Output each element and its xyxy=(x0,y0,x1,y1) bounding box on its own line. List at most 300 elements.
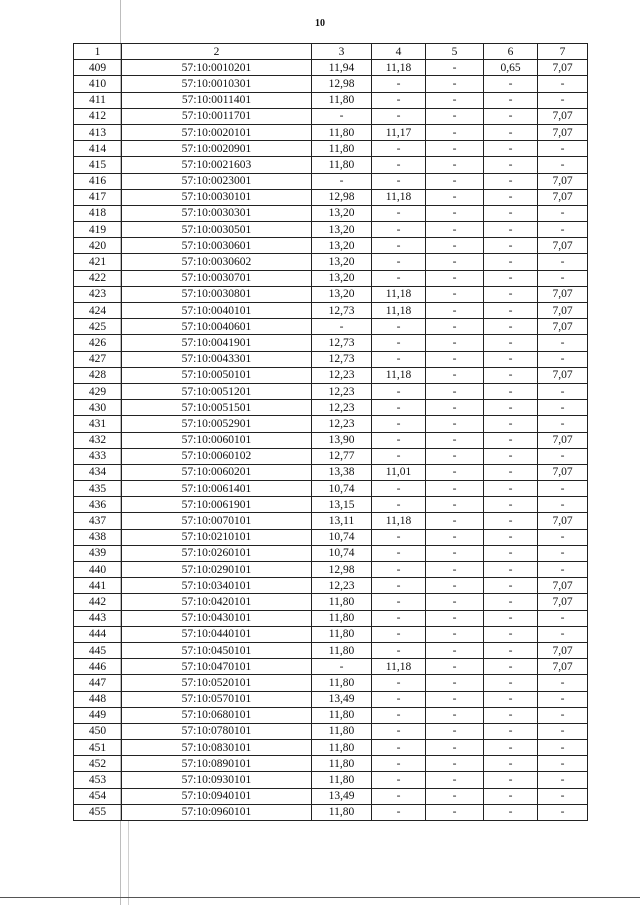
value-col6-cell: - xyxy=(484,303,538,319)
value-col5-cell: - xyxy=(426,691,484,707)
row-number-cell: 414 xyxy=(74,141,122,157)
value-col3-cell: 13,11 xyxy=(312,513,372,529)
cadastral-number-cell: 57:10:0260101 xyxy=(122,545,312,561)
table-row xyxy=(74,92,588,108)
table-row xyxy=(74,124,588,140)
cadastral-number-cell: 57:10:0430101 xyxy=(122,610,312,626)
page-bottom-line xyxy=(0,897,640,898)
table-row xyxy=(74,351,588,367)
value-col3-cell: 12,23 xyxy=(312,367,372,383)
value-col3-cell: 13,20 xyxy=(312,270,372,286)
value-col7-cell: - xyxy=(538,675,588,691)
row-number-cell: 448 xyxy=(74,691,122,707)
value-col7-cell: - xyxy=(538,205,588,221)
table-row xyxy=(74,76,588,92)
cadastral-number-cell: 57:10:0680101 xyxy=(122,707,312,723)
value-col3-cell: 11,80 xyxy=(312,594,372,610)
value-col4-cell: - xyxy=(372,610,426,626)
cadastral-number-cell: 57:10:0030602 xyxy=(122,254,312,270)
value-col4-cell: - xyxy=(372,675,426,691)
value-col6-cell: - xyxy=(484,124,538,140)
value-col6-cell: - xyxy=(484,432,538,448)
row-number-cell: 420 xyxy=(74,238,122,254)
value-col6-cell: - xyxy=(484,448,538,464)
table-row xyxy=(74,189,588,205)
value-col6-cell: - xyxy=(484,319,538,335)
value-col6-cell: - xyxy=(484,529,538,545)
cadastral-number-cell: 57:10:0290101 xyxy=(122,562,312,578)
value-col4-cell: 11,18 xyxy=(372,286,426,302)
value-col3-cell: 12,73 xyxy=(312,303,372,319)
cadastral-number-cell: 57:10:0020901 xyxy=(122,141,312,157)
value-col3-cell: 12,98 xyxy=(312,562,372,578)
value-col6-cell: - xyxy=(484,464,538,480)
value-col3-cell: 12,73 xyxy=(312,335,372,351)
value-col7-cell: 7,07 xyxy=(538,367,588,383)
cadastral-number-cell: 57:10:0020101 xyxy=(122,124,312,140)
row-number-cell: 447 xyxy=(74,675,122,691)
table-row xyxy=(74,416,588,432)
cadastral-number-cell: 57:10:0420101 xyxy=(122,594,312,610)
value-col4-cell: - xyxy=(372,788,426,804)
column-header-4: 4 xyxy=(372,44,426,60)
cadastral-number-cell: 57:10:0030501 xyxy=(122,222,312,238)
value-col6-cell: - xyxy=(484,416,538,432)
cadastral-number-cell: 57:10:0061401 xyxy=(122,481,312,497)
value-col5-cell: - xyxy=(426,804,484,820)
value-col5-cell: - xyxy=(426,254,484,270)
value-col3-cell: 13,49 xyxy=(312,691,372,707)
value-col3-cell: 10,74 xyxy=(312,529,372,545)
value-col3-cell: 13,15 xyxy=(312,497,372,513)
value-col4-cell: - xyxy=(372,642,426,658)
row-number-cell: 426 xyxy=(74,335,122,351)
value-col3-cell: 12,73 xyxy=(312,351,372,367)
value-col3-cell: 11,80 xyxy=(312,610,372,626)
value-col3-cell: 12,98 xyxy=(312,76,372,92)
value-col5-cell: - xyxy=(426,562,484,578)
cadastral-number-cell: 57:10:0023001 xyxy=(122,173,312,189)
value-col3-cell: 11,80 xyxy=(312,92,372,108)
row-number-cell: 455 xyxy=(74,804,122,820)
value-col6-cell: - xyxy=(484,497,538,513)
value-col3-cell: 11,80 xyxy=(312,804,372,820)
value-col4-cell: - xyxy=(372,594,426,610)
value-col7-cell: - xyxy=(538,254,588,270)
value-col7-cell: 7,07 xyxy=(538,594,588,610)
row-number-cell: 428 xyxy=(74,367,122,383)
value-col5-cell: - xyxy=(426,481,484,497)
table-row xyxy=(74,497,588,513)
table-row xyxy=(74,205,588,221)
cadastral-number-cell: 57:10:0041901 xyxy=(122,335,312,351)
value-col4-cell: 11,18 xyxy=(372,513,426,529)
value-col5-cell: - xyxy=(426,189,484,205)
value-col4-cell: - xyxy=(372,432,426,448)
table-row xyxy=(74,448,588,464)
value-col6-cell: - xyxy=(484,675,538,691)
value-col6-cell: - xyxy=(484,270,538,286)
value-col3-cell: 13,20 xyxy=(312,222,372,238)
value-col7-cell: - xyxy=(538,481,588,497)
value-col4-cell: - xyxy=(372,756,426,772)
row-number-cell: 423 xyxy=(74,286,122,302)
cadastral-number-cell: 57:10:0061901 xyxy=(122,497,312,513)
value-col6-cell: - xyxy=(484,141,538,157)
table-row xyxy=(74,222,588,238)
table-row xyxy=(74,659,588,675)
value-col6-cell: - xyxy=(484,400,538,416)
value-col3-cell: 12,23 xyxy=(312,400,372,416)
row-number-cell: 451 xyxy=(74,740,122,756)
value-col3-cell: 13,49 xyxy=(312,788,372,804)
row-number-cell: 446 xyxy=(74,659,122,675)
value-col6-cell: - xyxy=(484,254,538,270)
value-col5-cell: - xyxy=(426,464,484,480)
value-col4-cell: - xyxy=(372,383,426,399)
value-col3-cell: 12,23 xyxy=(312,383,372,399)
value-col4-cell: - xyxy=(372,772,426,788)
cadastral-number-cell: 57:10:0011701 xyxy=(122,108,312,124)
value-col4-cell: - xyxy=(372,76,426,92)
value-col3-cell: 12,23 xyxy=(312,578,372,594)
value-col4-cell: - xyxy=(372,270,426,286)
value-col4-cell: - xyxy=(372,92,426,108)
row-number-cell: 422 xyxy=(74,270,122,286)
value-col4-cell: - xyxy=(372,740,426,756)
value-col7-cell: 7,07 xyxy=(538,319,588,335)
value-col5-cell: - xyxy=(426,303,484,319)
value-col3-cell: 13,20 xyxy=(312,286,372,302)
value-col4-cell: 11,17 xyxy=(372,124,426,140)
value-col5-cell: - xyxy=(426,610,484,626)
value-col6-cell: 0,65 xyxy=(484,60,538,76)
value-col3-cell: 11,80 xyxy=(312,723,372,739)
table-row xyxy=(74,141,588,157)
value-col6-cell: - xyxy=(484,723,538,739)
value-col6-cell: - xyxy=(484,740,538,756)
value-col4-cell: - xyxy=(372,578,426,594)
cadastral-number-cell: 57:10:0043301 xyxy=(122,351,312,367)
table-row xyxy=(74,562,588,578)
value-col5-cell: - xyxy=(426,659,484,675)
value-col6-cell: - xyxy=(484,691,538,707)
row-number-cell: 441 xyxy=(74,578,122,594)
row-number-cell: 411 xyxy=(74,92,122,108)
value-col3-cell: - xyxy=(312,108,372,124)
value-col3-cell: 11,80 xyxy=(312,740,372,756)
value-col7-cell: - xyxy=(538,804,588,820)
row-number-cell: 413 xyxy=(74,124,122,140)
value-col7-cell: 7,07 xyxy=(538,432,588,448)
row-number-cell: 434 xyxy=(74,464,122,480)
value-col4-cell: - xyxy=(372,481,426,497)
row-number-cell: 437 xyxy=(74,513,122,529)
cadastral-number-cell: 57:10:0570101 xyxy=(122,691,312,707)
row-number-cell: 450 xyxy=(74,723,122,739)
value-col7-cell: - xyxy=(538,788,588,804)
value-col5-cell: - xyxy=(426,756,484,772)
value-col6-cell: - xyxy=(484,578,538,594)
cadastral-number-cell: 57:10:0051501 xyxy=(122,400,312,416)
row-number-cell: 431 xyxy=(74,416,122,432)
cadastral-number-cell: 57:10:0040601 xyxy=(122,319,312,335)
value-col7-cell: - xyxy=(538,691,588,707)
table-row xyxy=(74,464,588,480)
value-col5-cell: - xyxy=(426,594,484,610)
value-col7-cell: - xyxy=(538,740,588,756)
table-row xyxy=(74,626,588,642)
value-col6-cell: - xyxy=(484,756,538,772)
table-row xyxy=(74,594,588,610)
value-col7-cell: - xyxy=(538,76,588,92)
value-col7-cell: - xyxy=(538,707,588,723)
value-col3-cell: 13,38 xyxy=(312,464,372,480)
table-row xyxy=(74,173,588,189)
table-row xyxy=(74,157,588,173)
value-col6-cell: - xyxy=(484,367,538,383)
cadastral-number-cell: 57:10:0051201 xyxy=(122,383,312,399)
table-row xyxy=(74,254,588,270)
table-row xyxy=(74,772,588,788)
value-col3-cell: 11,80 xyxy=(312,756,372,772)
row-number-cell: 429 xyxy=(74,383,122,399)
value-col5-cell: - xyxy=(426,529,484,545)
value-col4-cell: 11,18 xyxy=(372,60,426,76)
page-number: 10 xyxy=(315,18,325,29)
table-header-row xyxy=(74,44,588,60)
cadastral-number-cell: 57:10:0340101 xyxy=(122,578,312,594)
value-col7-cell: - xyxy=(538,222,588,238)
table-row xyxy=(74,545,588,561)
cadastral-number-cell: 57:10:0030101 xyxy=(122,189,312,205)
value-col7-cell: - xyxy=(538,529,588,545)
column-header-6: 6 xyxy=(484,44,538,60)
row-number-cell: 439 xyxy=(74,545,122,561)
value-col6-cell: - xyxy=(484,513,538,529)
value-col5-cell: - xyxy=(426,92,484,108)
value-col6-cell: - xyxy=(484,562,538,578)
value-col6-cell: - xyxy=(484,286,538,302)
value-col7-cell: - xyxy=(538,157,588,173)
row-number-cell: 412 xyxy=(74,108,122,124)
cadastral-number-cell: 57:10:0030301 xyxy=(122,205,312,221)
value-col3-cell: 13,20 xyxy=(312,205,372,221)
table-row xyxy=(74,108,588,124)
cadastral-number-cell: 57:10:0940101 xyxy=(122,788,312,804)
table-row xyxy=(74,740,588,756)
value-col6-cell: - xyxy=(484,610,538,626)
value-col7-cell: 7,07 xyxy=(538,173,588,189)
value-col3-cell: 12,77 xyxy=(312,448,372,464)
value-col5-cell: - xyxy=(426,497,484,513)
value-col5-cell: - xyxy=(426,60,484,76)
table-row xyxy=(74,367,588,383)
cadastral-number-cell: 57:10:0040101 xyxy=(122,303,312,319)
table-row xyxy=(74,723,588,739)
row-number-cell: 427 xyxy=(74,351,122,367)
row-number-cell: 433 xyxy=(74,448,122,464)
row-number-cell: 425 xyxy=(74,319,122,335)
value-col4-cell: - xyxy=(372,335,426,351)
value-col5-cell: - xyxy=(426,270,484,286)
value-col4-cell: - xyxy=(372,707,426,723)
value-col3-cell: 11,80 xyxy=(312,707,372,723)
value-col3-cell: 11,80 xyxy=(312,626,372,642)
table-row xyxy=(74,303,588,319)
row-number-cell: 443 xyxy=(74,610,122,626)
table-row xyxy=(74,642,588,658)
row-number-cell: 449 xyxy=(74,707,122,723)
value-col3-cell: 13,90 xyxy=(312,432,372,448)
column-header-3: 3 xyxy=(312,44,372,60)
row-number-cell: 453 xyxy=(74,772,122,788)
row-number-cell: 418 xyxy=(74,205,122,221)
value-col4-cell: - xyxy=(372,157,426,173)
value-col4-cell: - xyxy=(372,222,426,238)
column-header-1: 1 xyxy=(74,44,122,60)
value-col6-cell: - xyxy=(484,594,538,610)
value-col7-cell: 7,07 xyxy=(538,286,588,302)
value-col3-cell: 13,20 xyxy=(312,238,372,254)
value-col6-cell: - xyxy=(484,481,538,497)
value-col3-cell: - xyxy=(312,659,372,675)
row-number-cell: 454 xyxy=(74,788,122,804)
value-col6-cell: - xyxy=(484,189,538,205)
row-number-cell: 421 xyxy=(74,254,122,270)
value-col3-cell: 11,80 xyxy=(312,124,372,140)
cadastral-number-cell: 57:10:0021603 xyxy=(122,157,312,173)
value-col3-cell: 11,80 xyxy=(312,141,372,157)
binding-margin-line-secondary xyxy=(128,820,129,905)
row-number-cell: 417 xyxy=(74,189,122,205)
value-col5-cell: - xyxy=(426,545,484,561)
value-col5-cell: - xyxy=(426,205,484,221)
table-row xyxy=(74,610,588,626)
value-col3-cell: 11,94 xyxy=(312,60,372,76)
row-number-cell: 435 xyxy=(74,481,122,497)
value-col7-cell: 7,07 xyxy=(538,60,588,76)
value-col7-cell: - xyxy=(538,270,588,286)
value-col7-cell: - xyxy=(538,545,588,561)
row-number-cell: 409 xyxy=(74,60,122,76)
table-row xyxy=(74,707,588,723)
value-col7-cell: - xyxy=(538,400,588,416)
value-col6-cell: - xyxy=(484,659,538,675)
value-col7-cell: - xyxy=(538,383,588,399)
cadastral-number-cell: 57:10:0010201 xyxy=(122,60,312,76)
value-col7-cell: - xyxy=(538,772,588,788)
row-number-cell: 452 xyxy=(74,756,122,772)
value-col3-cell: 11,80 xyxy=(312,772,372,788)
value-col5-cell: - xyxy=(426,383,484,399)
value-col5-cell: - xyxy=(426,513,484,529)
value-col7-cell: 7,07 xyxy=(538,189,588,205)
cadastral-number-cell: 57:10:0030801 xyxy=(122,286,312,302)
value-col3-cell: 11,80 xyxy=(312,642,372,658)
value-col4-cell: - xyxy=(372,545,426,561)
value-col4-cell: - xyxy=(372,626,426,642)
value-col4-cell: - xyxy=(372,448,426,464)
cadastral-number-cell: 57:10:0011401 xyxy=(122,92,312,108)
cadastral-number-cell: 57:10:0890101 xyxy=(122,756,312,772)
table-row xyxy=(74,756,588,772)
table-row xyxy=(74,788,588,804)
table-row xyxy=(74,481,588,497)
value-col6-cell: - xyxy=(484,626,538,642)
value-col5-cell: - xyxy=(426,76,484,92)
value-col6-cell: - xyxy=(484,351,538,367)
value-col7-cell: - xyxy=(538,610,588,626)
value-col7-cell: - xyxy=(538,416,588,432)
row-number-cell: 416 xyxy=(74,173,122,189)
value-col7-cell: 7,07 xyxy=(538,659,588,675)
table-row xyxy=(74,60,588,76)
value-col6-cell: - xyxy=(484,642,538,658)
cadastral-number-cell: 57:10:0052901 xyxy=(122,416,312,432)
value-col5-cell: - xyxy=(426,626,484,642)
row-number-cell: 415 xyxy=(74,157,122,173)
row-number-cell: 424 xyxy=(74,303,122,319)
value-col7-cell: - xyxy=(538,448,588,464)
value-col6-cell: - xyxy=(484,707,538,723)
row-number-cell: 430 xyxy=(74,400,122,416)
cadastral-number-cell: 57:10:0030601 xyxy=(122,238,312,254)
column-header-2: 2 xyxy=(122,44,312,60)
value-col7-cell: 7,07 xyxy=(538,464,588,480)
value-col7-cell: 7,07 xyxy=(538,303,588,319)
value-col3-cell: 11,80 xyxy=(312,157,372,173)
value-col6-cell: - xyxy=(484,108,538,124)
table-row xyxy=(74,400,588,416)
value-col6-cell: - xyxy=(484,92,538,108)
table-row xyxy=(74,578,588,594)
cadastral-number-cell: 57:10:0060101 xyxy=(122,432,312,448)
value-col4-cell: - xyxy=(372,238,426,254)
value-col5-cell: - xyxy=(426,222,484,238)
value-col4-cell: - xyxy=(372,319,426,335)
value-col4-cell: - xyxy=(372,141,426,157)
table-row xyxy=(74,432,588,448)
value-col5-cell: - xyxy=(426,335,484,351)
value-col6-cell: - xyxy=(484,545,538,561)
value-col7-cell: - xyxy=(538,756,588,772)
row-number-cell: 445 xyxy=(74,642,122,658)
value-col7-cell: 7,07 xyxy=(538,238,588,254)
value-col7-cell: - xyxy=(538,723,588,739)
cadastral-number-cell: 57:10:0830101 xyxy=(122,740,312,756)
value-col4-cell: - xyxy=(372,804,426,820)
value-col5-cell: - xyxy=(426,108,484,124)
table-row xyxy=(74,804,588,820)
value-col5-cell: - xyxy=(426,788,484,804)
value-col4-cell: - xyxy=(372,562,426,578)
value-col5-cell: - xyxy=(426,723,484,739)
value-col4-cell: - xyxy=(372,173,426,189)
value-col5-cell: - xyxy=(426,448,484,464)
value-col5-cell: - xyxy=(426,642,484,658)
value-col4-cell: - xyxy=(372,529,426,545)
column-header-7: 7 xyxy=(538,44,588,60)
value-col7-cell: 7,07 xyxy=(538,513,588,529)
value-col5-cell: - xyxy=(426,157,484,173)
value-col6-cell: - xyxy=(484,173,538,189)
value-col3-cell: 10,74 xyxy=(312,545,372,561)
value-col7-cell: 7,07 xyxy=(538,578,588,594)
value-col3-cell: 11,80 xyxy=(312,675,372,691)
cadastral-number-cell: 57:10:0060102 xyxy=(122,448,312,464)
cadastral-number-cell: 57:10:0780101 xyxy=(122,723,312,739)
